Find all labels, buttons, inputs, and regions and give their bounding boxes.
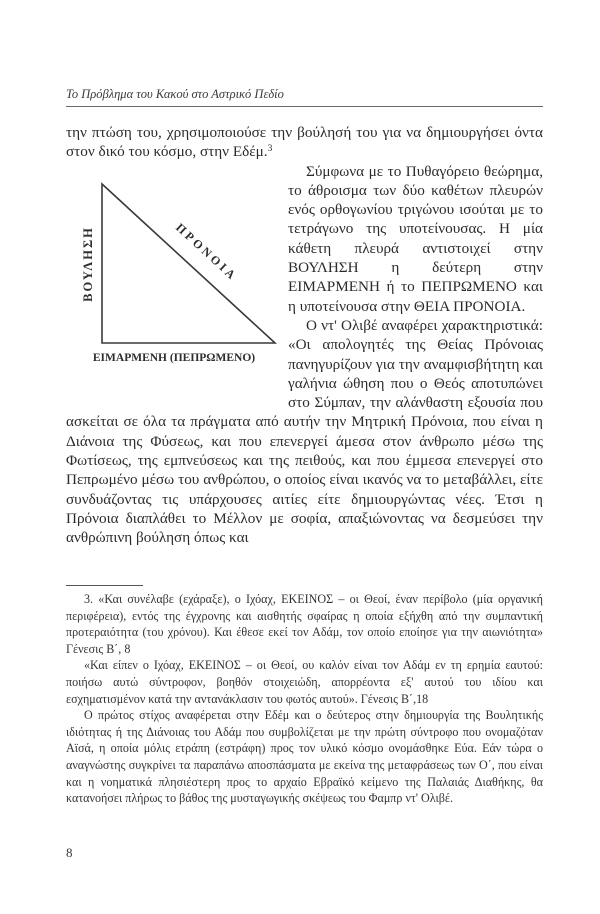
running-head: Το Πρόβλημα του Κακού στο Αστρικό Πεδίο <box>66 87 543 107</box>
footnote-3: 3. «Και συνέλαβε (εχάραξε), ο Ιχόαχ, ΕΚΕΙΝΟΣ – οι Θεοί, έναν περίβολο (μία οργανική περιφέρεια), εντός της έγχρονης και αισθητής σφαίρας η οποία εξήχθη από την συμπαντική προτεραιότητα (του χρόνου). Και έθεσε εκεί τον Αδάμ, τον οποίο εποίησε για την αιωνιότητα» Γένεσις Β΄, 8 <box>66 592 543 656</box>
horizontal-side-label: ΕΙΜΑΡΜΕΝΗ (ΠΕΠΡΩΜΕΝΟ) <box>92 351 256 364</box>
page-number: 8 <box>66 845 73 860</box>
main-text <box>66 123 543 548</box>
hypotenuse-label: ΠΡΟΝΟΙΑ <box>173 219 241 284</box>
right-triangle-diagram <box>66 162 280 402</box>
footnote-divider <box>66 585 143 586</box>
paragraph-1: την πτώση του, χρησιμοποιούσε την βούλησή του για να δημιουργήσει όντα στον δικό του κόσμο, στην Εδέμ.$^3$ <box>66 124 543 161</box>
paragraph-2: Σύμφωνα με το Πυθαγόρειο θεώρημα, το άθροισμα των δύο καθέτων πλευρών ενός ορθογωνίου τριγώνου ισούται με το τετράγωνο της υποτείνουσας. Η μία κάθετη πλευρά αντιστοιχεί στην ΒΟΥΛΗΣΗ η δεύτερη στην ΕΙΜΑΡΜΕΝΗ ή το ΠΕΠΡΩΜΕΝΟ και η υποτείνουσα στην ΘΕΙΑ ΠΡΟΝΟΙΑ. <box>288 162 543 315</box>
footnote-ref[interactable]: 3 <box>267 144 273 155</box>
triangle-figure <box>66 162 280 397</box>
footnote-commentary: Ο πρώτος στίχος αναφέρεται στην Εδέμ και ο δεύτερος στην δημιουργία της Βουλητικής ιδιότητας ή της Διάνοιας του Αδάμ που συμβολίζεται με την πρώτη σύντροφο που ονομαζόταν Αϊσά, η οποία μόλις ετράπη (εστράφη) προς τον υλικό κόσμο ονομάσθηκε Εύα. Εάν τώρα ο αναγνώστης συγκρίνει τα παραπάνω αποσπάσματα με εκείνα της μεταφράσεως των Ο΄, που είναι και η νοηματικά πλησιέστερη προς το αρχαίο Εβραϊκό κείμενο της Παλαιάς Διαθήκης, θα κατανοήσει πλήρως το βάθος της μυσταγωγικής σκέψεως του Φαμπρ ντ' Ολιβέ. <box>66 708 543 806</box>
triangle-shape <box>102 184 275 343</box>
vertical-side-label: ΒΟΥΛΗΣΗ <box>81 225 95 302</box>
footnotes <box>66 591 543 807</box>
footnote-quote-genesis-18: «Και είπεν ο Ιχόαχ, ΕΚΕΙΝΟΣ – οι Θεοί, ου καλόν είναι τον Αδάμ εν τη ερημία εαυτού: ποιήσω αυτώ σύντροφον, βοηθόν στοιχειώδη, απορρέοντα εξ' αυτού του ιδίου και εσχηματισμένον κατά την αντανάκλασιν του φωτός αυτού». Γένεσις Β΄,18 <box>66 658 543 706</box>
paragraph-3: Ο ντ' Ολιβέ αναφέρει χαρακτηριστικά: «Οι απολογητές της Θείας Πρόνοιας πανηγυρίζουν για την αναμφισβήτητη και γαλήνια ώθηση που ο Θεός αποτυπώνει στο Σύμπαν, την αλάνθαστη εξουσία που ασκείται σε όλα τα πράγματα από αυτήν την Μητρική Πρόνοια, που είναι η Διάνοια της Φύσεως, και που επενεργεί άμεσα στον άνθρωπο μέσω της Φωτίσεως, της εμπνεύσεως και της πειθούς, και που έμμεσα επενεργεί στο Πεπρωμένο μέσω του ανθρώπου, ο οποίος είναι ικανός να το μεταβάλλει, είτε συνδυάζοντας τις υπάρχουσες αιτίες είτε δημιουργώντας νέες. Έτσι η Πρόνοια διαπλάθει το Μέλλον με σοφία, απαξιώνοντας να δεσμεύσει την ανθρώπινη βούληση όπως και <box>66 316 543 547</box>
